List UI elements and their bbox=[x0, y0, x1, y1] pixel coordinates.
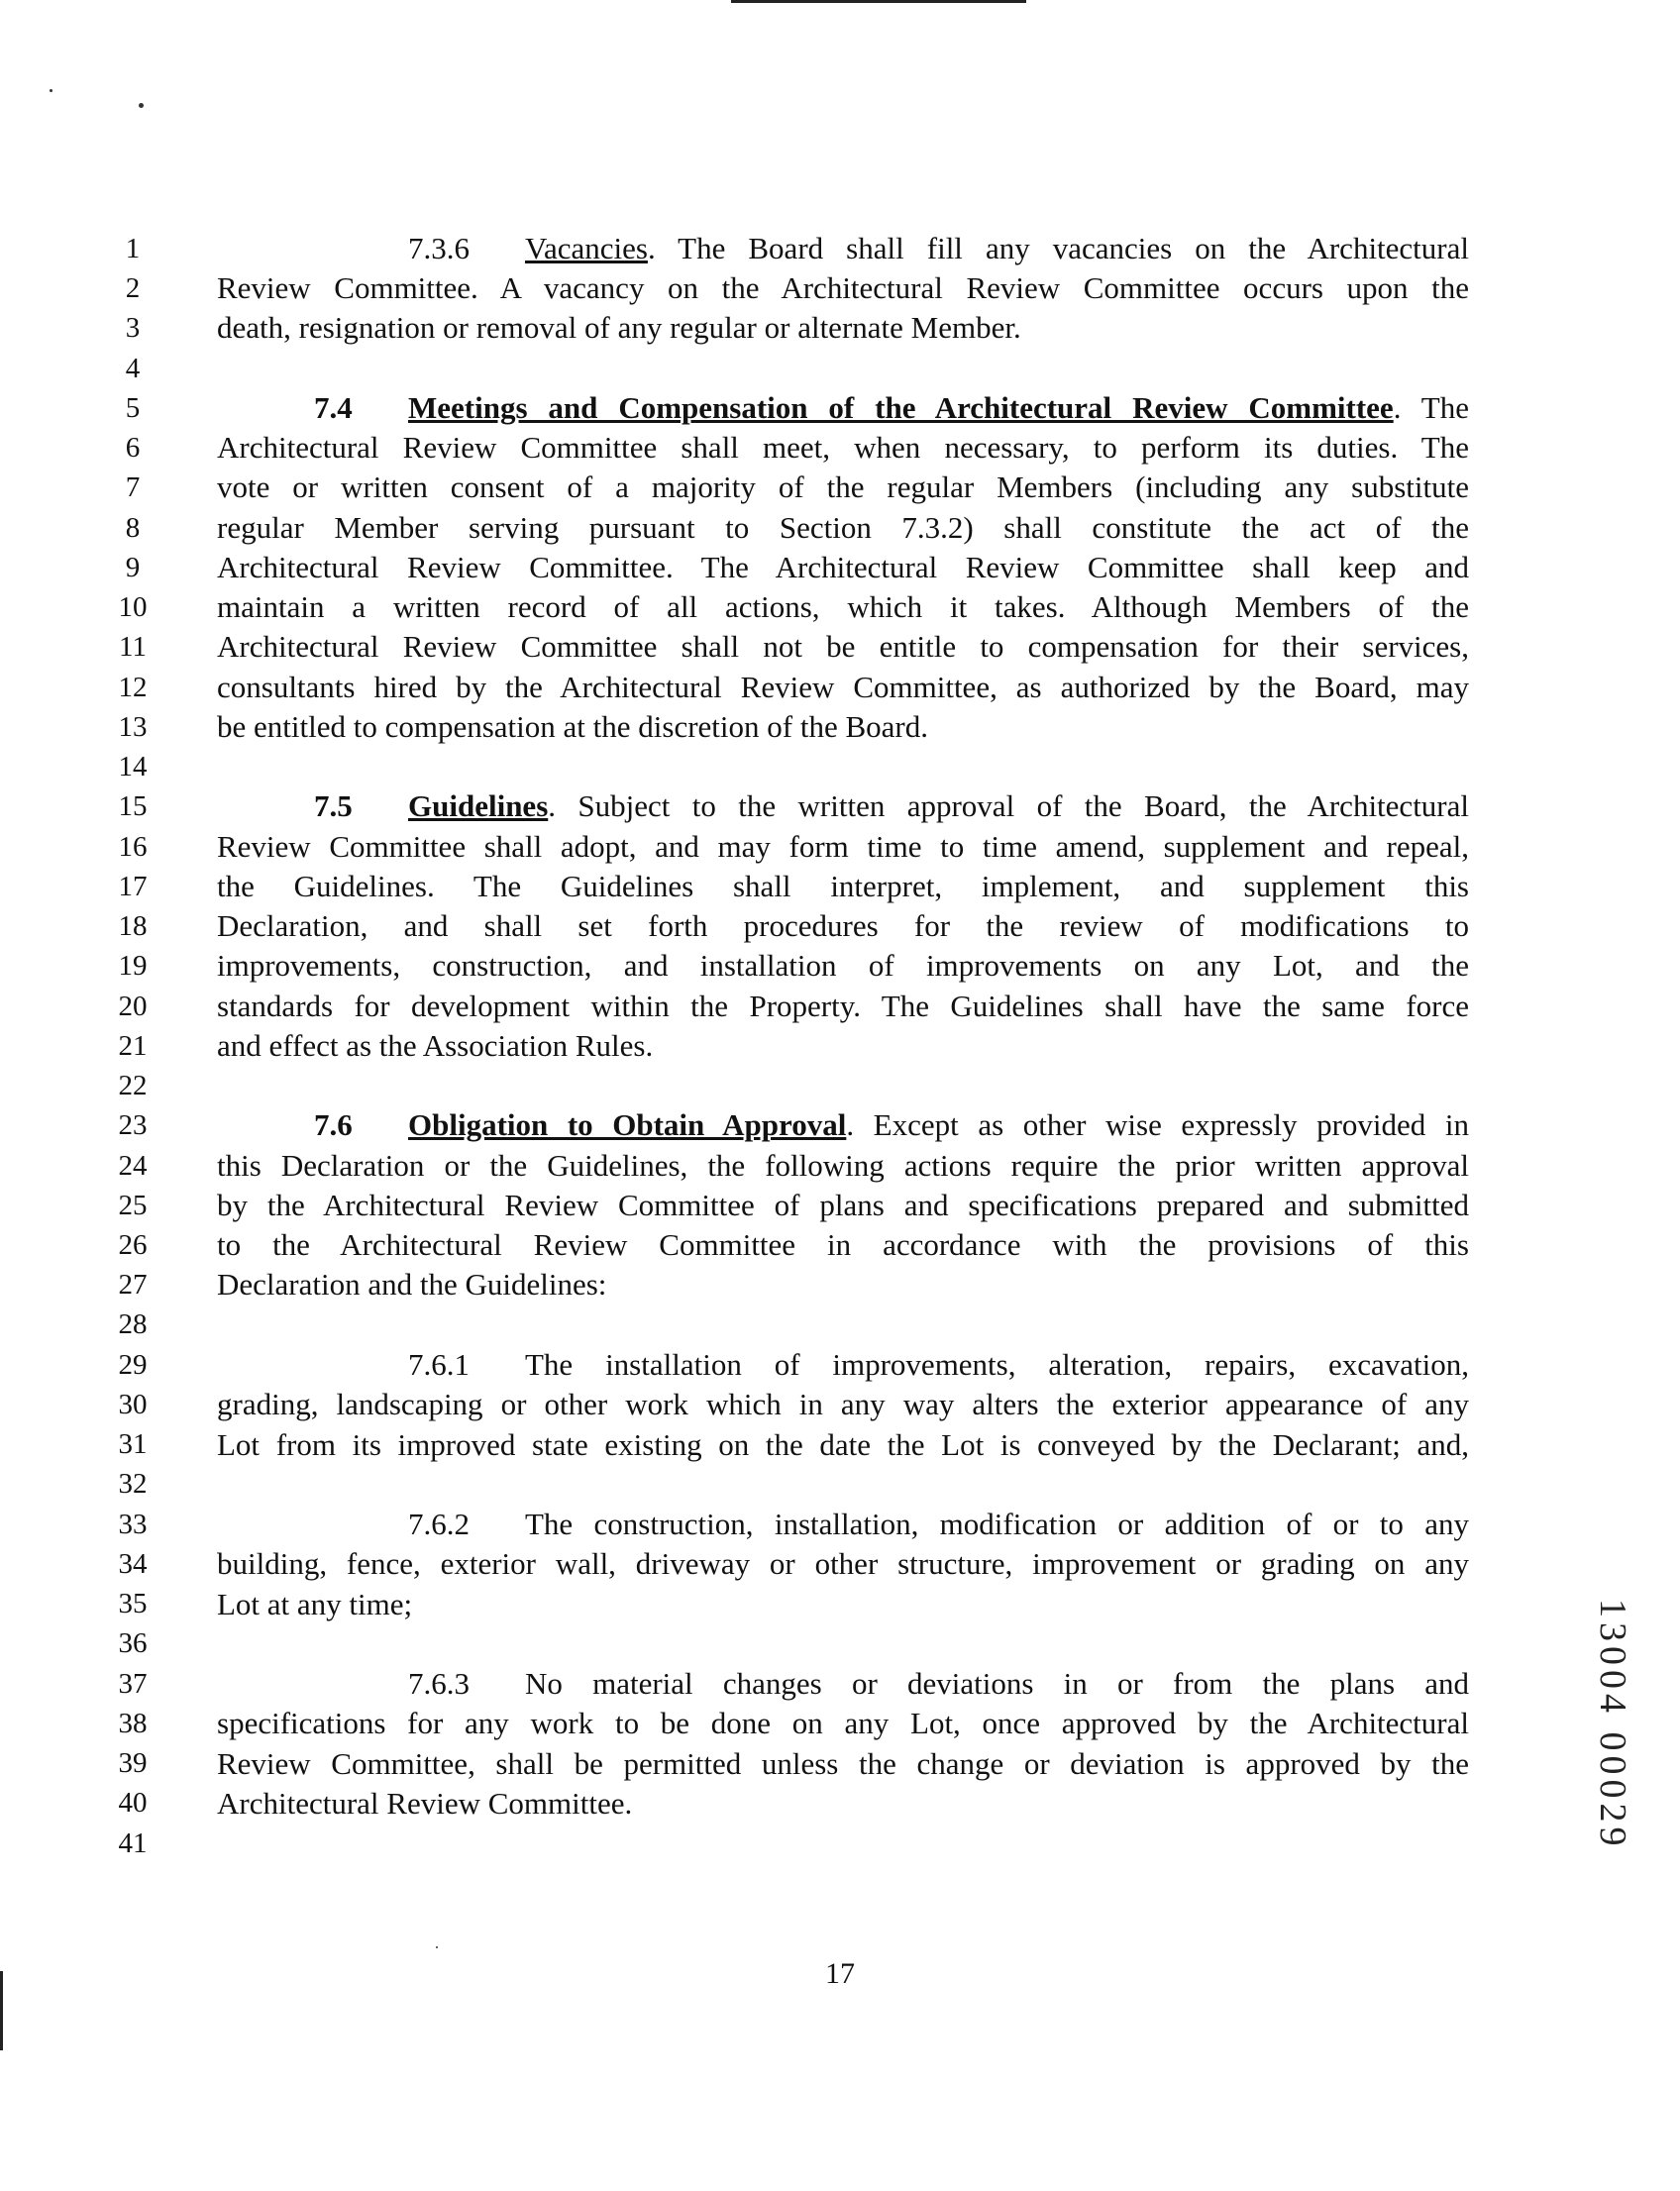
line-number: 36 bbox=[118, 1627, 148, 1659]
text-line: vote or written consent of a majority of the regular Members (including any substitute bbox=[217, 470, 1469, 504]
line-number: 9 bbox=[125, 552, 141, 583]
line-number: 1 bbox=[125, 233, 141, 264]
text-line: Review Committee shall adopt, and may form time to time amend, supplement and repeal, bbox=[217, 829, 1469, 864]
section-heading: Meetings and Compensation of the Architectural Review Committee bbox=[408, 390, 1394, 425]
line-number: 18 bbox=[118, 910, 148, 942]
line-number: 35 bbox=[118, 1588, 148, 1619]
line-number: 11 bbox=[119, 631, 147, 663]
line-number: 4 bbox=[125, 353, 141, 384]
text-line: Declaration and the Guidelines: bbox=[217, 1267, 607, 1302]
line-number: 5 bbox=[125, 392, 141, 424]
line-number: 28 bbox=[118, 1308, 148, 1340]
text-line: consultants hired by the Architectural Review Committee, as authorized by the Board, may bbox=[217, 670, 1469, 704]
text-line: Architectural Review Committee. The Architectural Review Committee shall keep and bbox=[217, 550, 1469, 584]
section-number: 7.4 bbox=[314, 390, 353, 425]
text-line: maintain a written record of all actions, which it takes. Although Members of the bbox=[217, 589, 1469, 624]
text-line: 7.6.1 The installation of improvements, alteration, repairs, excavation, bbox=[408, 1345, 1469, 1385]
text-line: 7.5 Guidelines. Subject to the written approval of the Board, the Architectural bbox=[314, 786, 1469, 826]
line-number: 29 bbox=[118, 1349, 148, 1381]
line-number: 8 bbox=[125, 512, 141, 544]
line-number: 21 bbox=[118, 1030, 148, 1062]
text-line: 7.6 Obligation to Obtain Approval. Except as other wise expressly provided in bbox=[314, 1105, 1469, 1145]
line-number: 15 bbox=[118, 790, 148, 822]
section-number: 7.6.3 bbox=[408, 1666, 470, 1701]
line-number: 34 bbox=[118, 1548, 148, 1580]
line-number: 20 bbox=[118, 991, 148, 1022]
section-heading: Vacancies bbox=[525, 231, 648, 265]
page-number: 17 bbox=[825, 1957, 855, 1990]
line-number: 2 bbox=[125, 272, 141, 304]
line-number: 3 bbox=[125, 312, 141, 344]
section-number: 7.6.2 bbox=[408, 1507, 470, 1541]
text-line: 7.3.6 Vacancies. The Board shall fill any vacancies on the Architectural bbox=[408, 229, 1469, 268]
line-number: 19 bbox=[118, 950, 148, 982]
text-line: this Declaration or the Guidelines, the following actions require the prior written approval bbox=[217, 1148, 1469, 1183]
line-number: 24 bbox=[118, 1150, 148, 1182]
line-number: 40 bbox=[118, 1787, 148, 1819]
text-line: Architectural Review Committee shall meet, when necessary, to perform its duties. The bbox=[217, 430, 1469, 465]
text-line: Review Committee, shall be permitted unless the change or deviation is approved by the bbox=[217, 1746, 1469, 1781]
line-number: 32 bbox=[118, 1468, 148, 1500]
text-line: regular Member serving pursuant to Section 7.3.2) shall constitute the act of the bbox=[217, 510, 1469, 545]
text-line: Architectural Review Committee. bbox=[217, 1786, 633, 1821]
text-line: Review Committee. A vacancy on the Architectural Review Committee occurs upon the bbox=[217, 270, 1469, 305]
line-number: 31 bbox=[118, 1428, 148, 1460]
text-line: death, resignation or removal of any regular or alternate Member. bbox=[217, 310, 1021, 345]
text-line: 7.6.2 The construction, installation, modification or addition of or to any bbox=[408, 1505, 1469, 1544]
text-line: Lot from its improved state existing on the date the Lot is conveyed by the Declarant; and, bbox=[217, 1427, 1469, 1462]
line-number: 33 bbox=[118, 1509, 148, 1540]
line-number: 10 bbox=[118, 591, 148, 623]
text-line: Lot at any time; bbox=[217, 1587, 413, 1621]
line-number: 27 bbox=[118, 1269, 148, 1301]
text-line: building, fence, exterior wall, driveway or other structure, improvement or grading on any bbox=[217, 1546, 1469, 1581]
section-number: 7.3.6 bbox=[408, 231, 470, 265]
line-number: 38 bbox=[118, 1708, 148, 1739]
text-line: the Guidelines. The Guidelines shall interpret, implement, and supplement this bbox=[217, 869, 1469, 903]
text-line: 7.4 Meetings and Compensation of the Architectural Review Committee. The bbox=[314, 388, 1469, 428]
scan-speck bbox=[50, 89, 52, 92]
text-line: Architectural Review Committee shall not be entitle to compensation for their services, bbox=[217, 629, 1469, 664]
section-number: 7.6.1 bbox=[408, 1347, 470, 1382]
line-number: 14 bbox=[118, 751, 148, 782]
text-line: be entitled to compensation at the discretion of the Board. bbox=[217, 709, 928, 744]
line-number: 12 bbox=[118, 672, 148, 703]
line-number: 37 bbox=[118, 1668, 148, 1700]
line-number: 6 bbox=[125, 432, 141, 464]
line-number: 13 bbox=[118, 711, 148, 743]
line-number: 7 bbox=[125, 471, 141, 503]
section-heading: Guidelines bbox=[408, 788, 549, 823]
text-line: by the Architectural Review Committee of plans and specifications prepared and submitted bbox=[217, 1188, 1469, 1222]
text-line: grading, landscaping or other work which in any way alters the exterior appearance of any bbox=[217, 1387, 1469, 1421]
top-scan-rule bbox=[731, 0, 1026, 3]
line-number: 22 bbox=[118, 1070, 148, 1101]
left-edge-mark bbox=[0, 1971, 3, 2050]
section-number: 7.5 bbox=[314, 788, 353, 823]
scan-speck bbox=[139, 103, 144, 108]
section-number: 7.6 bbox=[314, 1107, 353, 1142]
section-heading: Obligation to Obtain Approval bbox=[408, 1107, 847, 1142]
text-line: Declaration, and shall set forth procedures for the review of modifications to bbox=[217, 908, 1469, 943]
text-line: standards for development within the Property. The Guidelines shall have the same force bbox=[217, 989, 1469, 1023]
scan-speck bbox=[436, 1946, 438, 1948]
line-number: 26 bbox=[118, 1229, 148, 1261]
line-number: 41 bbox=[118, 1827, 148, 1859]
text-line: improvements, construction, and installation of improvements on any Lot, and the bbox=[217, 948, 1469, 983]
line-number: 30 bbox=[118, 1389, 148, 1420]
line-number: 39 bbox=[118, 1747, 148, 1779]
line-number: 17 bbox=[118, 871, 148, 902]
line-number: 25 bbox=[118, 1190, 148, 1221]
line-number: 16 bbox=[118, 831, 148, 863]
bates-number: 13004 00029 bbox=[1592, 1599, 1633, 1851]
text-line: and effect as the Association Rules. bbox=[217, 1028, 654, 1063]
text-line: to the Architectural Review Committee in accordance with the provisions of this bbox=[217, 1227, 1469, 1262]
text-line: 7.6.3 No material changes or deviations in or from the plans and bbox=[408, 1664, 1469, 1704]
text-line: specifications for any work to be done on any Lot, once approved by the Architectural bbox=[217, 1706, 1469, 1740]
line-number: 23 bbox=[118, 1109, 148, 1141]
